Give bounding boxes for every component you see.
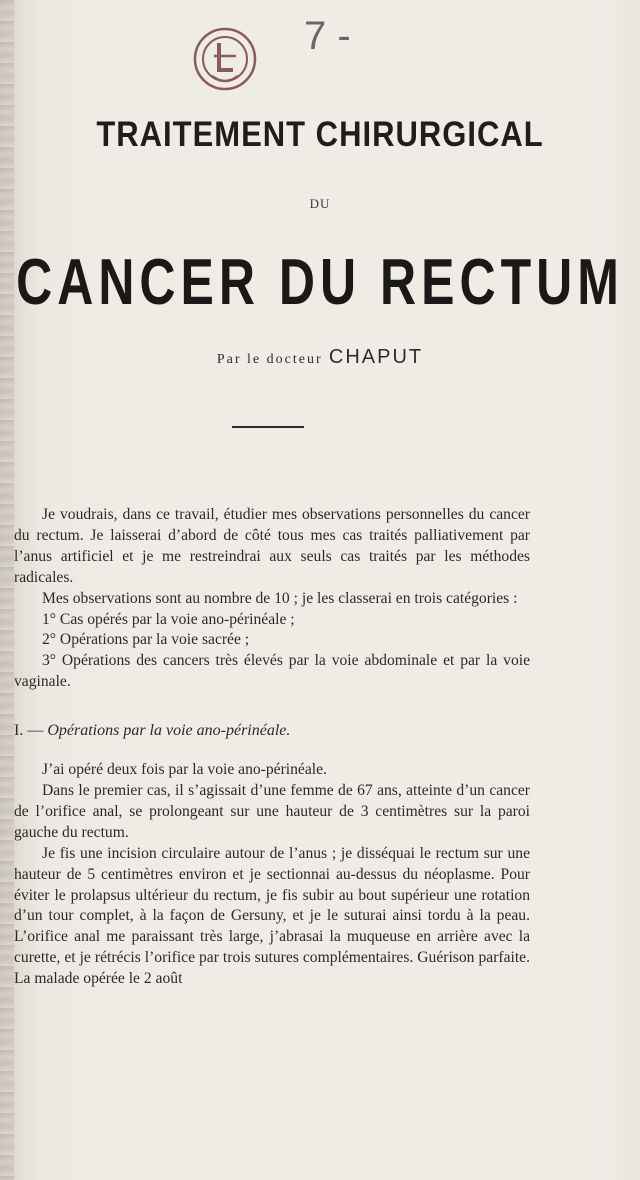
header-title: TRAITEMENT CHIRURGICAL: [96, 114, 544, 155]
paragraph-procedure: Je fis une incision circulaire autour de l’anus ; je disséquai le rectum sur une hauteur de 5 centimètres environ et je sectionnai au-dessus du néoplasme. Pour éviter le prolapsus ultérieur du rectum, je fis subir au bout supérieur une rotation d’un tour complet, à la façon de Gersuny, et je le suturai ainsi tordu à la peau. L’orifice anal me paraissant très large, j’abrasai la muqueuse en arrière avec la curette, et je rétrécis l’orifice par trois sutures complémentaires. Guérison parfaite. La malade opérée le 2 août: [14, 844, 530, 988]
byline-prefix: Par le docteur: [216, 352, 323, 367]
list-item-2: 2° Opérations par la voie sacrée ;: [42, 631, 250, 649]
list-item-3: 3° Opérations des cancers très élevés par la voie abdominale et par la voie vaginale.: [14, 652, 530, 691]
section-heading: [14, 721, 530, 742]
body-text: [14, 505, 530, 990]
paragraph-two-operations: J’ai opéré deux fois par la voie ano-périnéale.: [42, 761, 327, 779]
library-stamp-icon: [192, 26, 258, 92]
paragraph-categories: Mes observations sont au nombre de 10 ; je les classerai en trois catégories :: [42, 589, 518, 607]
author-name: CHAPUT: [328, 346, 424, 368]
section-title: Opérations par la voie ano-périnéale.: [47, 722, 291, 740]
header-connector: DU: [309, 196, 331, 211]
main-title: CANCER DU RECTUM: [16, 245, 624, 319]
paragraph-intro: Je voudrais, dans ce travail, étudier mes observations personnelles du cancer du rectum. Je laisserai d’abord de côté tous mes cas traités palliativement par l’anus artificiel et je me restreindrai aux seuls cas traités par les méthodes radicales.: [14, 506, 530, 586]
byline: [0, 344, 640, 369]
binding-edge: [0, 0, 14, 1180]
title-rule: [232, 426, 304, 428]
paragraph-first-case: Dans le premier cas, il s’agissait d’une femme de 67 ans, atteinte d’un cancer de l’orifice anal, se prolongeant sur une hauteur de 3 centimètres sur la paroi gauche du rectum.: [14, 781, 530, 841]
page-number: 7 -: [304, 14, 351, 58]
section-number: I. —: [14, 722, 48, 740]
list-item-1: 1° Cas opérés par la voie ano-périnéale ;: [42, 610, 295, 628]
